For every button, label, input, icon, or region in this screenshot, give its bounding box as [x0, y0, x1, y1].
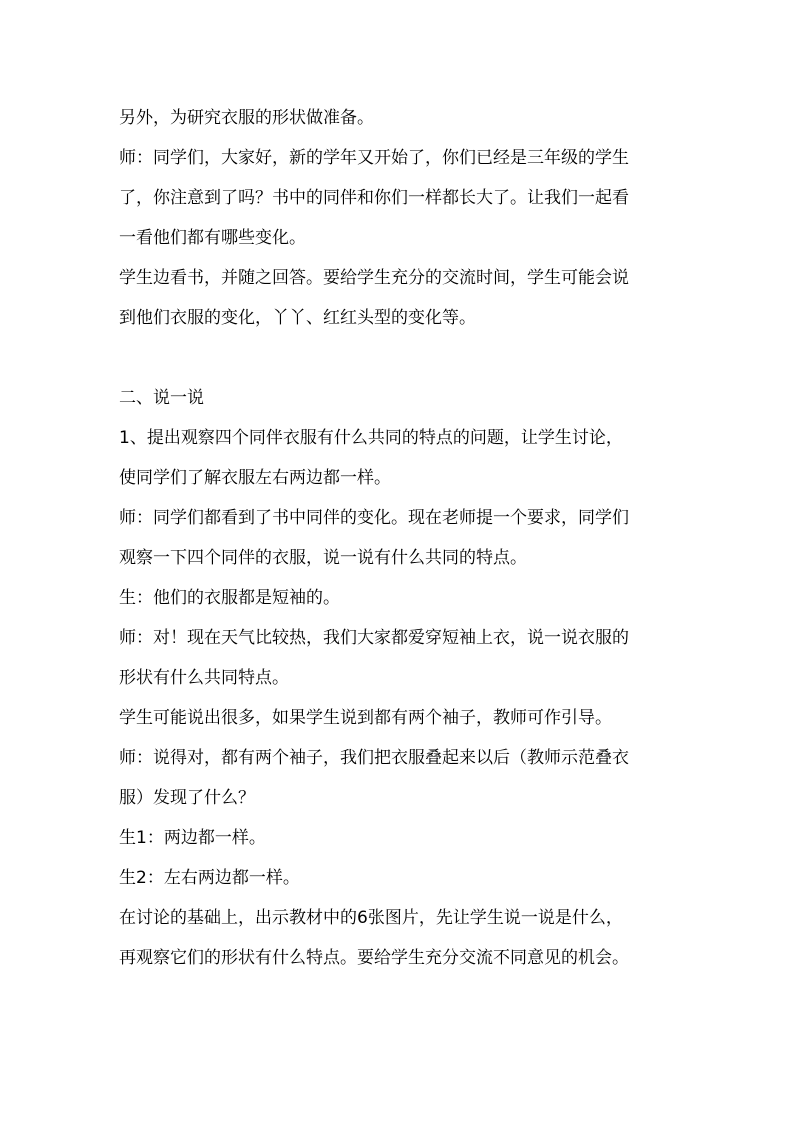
text-line: 在讨论的基础上，出示教材中的6张图片，先让学生说一说是什么，	[119, 908, 623, 928]
text-line: 师：同学们都看到了书中同伴的变化。现在老师提一个要求，同学们	[119, 508, 629, 528]
text-line: 生1：两边都一样。	[119, 828, 266, 848]
text-line: 师：同学们，大家好，新的学年又开始了，你们已经是三年级的学生	[119, 148, 629, 168]
text-line: 形状有什么共同特点。	[119, 668, 289, 688]
text-line: 观察一下四个同伴的衣服，说一说有什么共同的特点。	[119, 548, 527, 568]
section-heading: 二、说一说	[119, 388, 204, 408]
text-line: 学生可能说出很多，如果学生说到都有两个袖子，教师可作引导。	[119, 708, 612, 728]
text-line: 生：他们的衣服都是短袖的。	[119, 588, 340, 608]
text-line: 一看他们都有哪些变化。	[119, 228, 306, 248]
text-line: 学生边看书，并随之回答。要给学生充分的交流时间，学生可能会说	[119, 268, 629, 288]
text-line: 了，你注意到了吗？书中的同伴和你们一样都长大了。让我们一起看	[119, 188, 629, 208]
text-line: 再观察它们的形状有什么特点。要给学生充分交流不同意见的机会。	[119, 948, 629, 968]
text-line: 到他们衣服的变化，丫丫、红红头型的变化等。	[119, 308, 476, 328]
text-line: 1、提出观察四个同伴衣服有什么共同的特点的问题，让学生讨论，	[119, 428, 623, 448]
text-line: 师：说得对，都有两个袖子，我们把衣服叠起来以后（教师示范叠衣	[119, 748, 629, 768]
text-line: 服）发现了什么？	[119, 788, 255, 808]
text-line: 另外，为研究衣服的形状做准备。	[119, 108, 374, 128]
text-line: 师：对！现在天气比较热，我们大家都爱穿短袖上衣，说一说衣服的	[119, 628, 629, 648]
blank-line	[119, 338, 685, 378]
text-line: 使同学们了解衣服左右两边都一样。	[119, 468, 391, 488]
document-body	[119, 98, 685, 978]
text-line: 生2：左右两边都一样。	[119, 868, 300, 888]
